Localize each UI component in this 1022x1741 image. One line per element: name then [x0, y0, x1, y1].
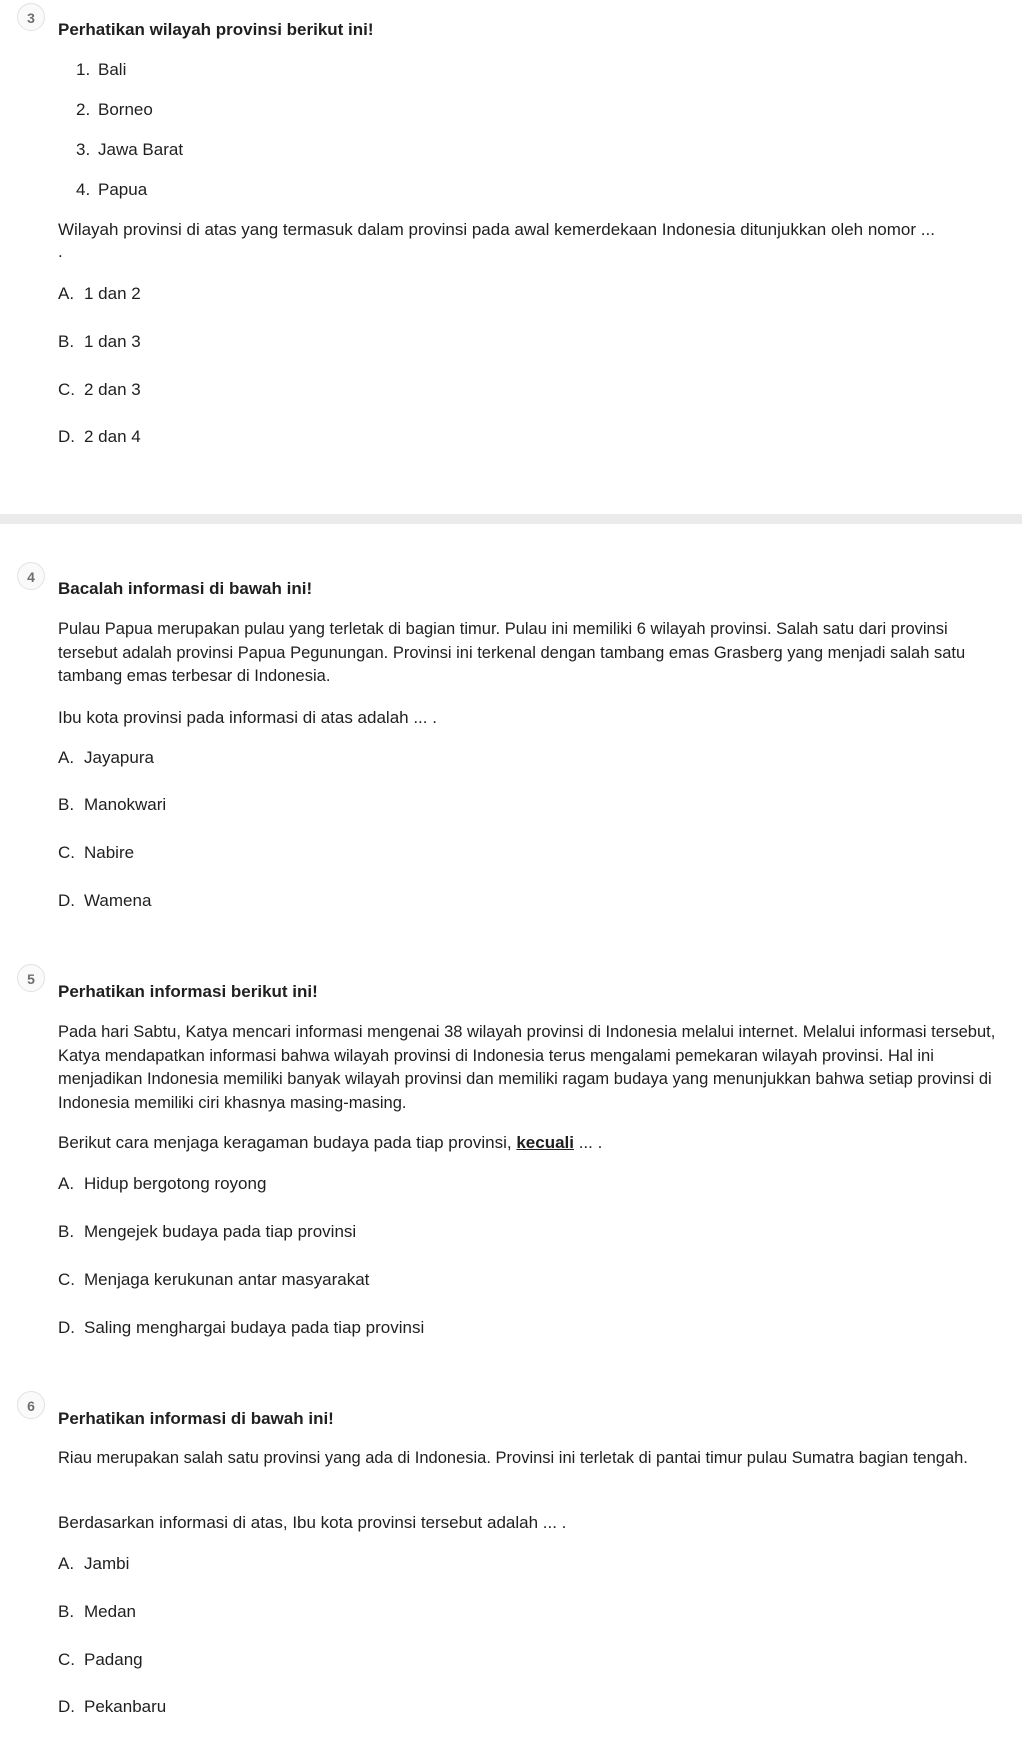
- question-title: Bacalah informasi di bawah ini!: [58, 579, 313, 598]
- answer-option-c[interactable]: C. Padang: [58, 1650, 143, 1669]
- answer-option-c[interactable]: C. Nabire: [58, 843, 135, 862]
- answer-option-c[interactable]: C. Menjaga kerukunan antar masyarakat: [58, 1270, 370, 1289]
- answer-option-a[interactable]: A. 1 dan 2: [58, 284, 141, 303]
- answer-option-b[interactable]: B. Manokwari: [58, 795, 167, 814]
- answer-option-a[interactable]: A. Jayapura: [58, 748, 154, 767]
- question-paragraph: Pulau Papua merupakan pulau yang terletak di bagian timur. Pulau ini memiliki 6 wilayah provinsi. Salah satu dari provinsi tersebut adalah provinsi Papua Pegunungan. Provinsi ini terkenal dengan tambang emas Grasberg yang menjadi salah satu tambang emas terbesar di Indonesia.: [58, 620, 966, 685]
- question-paragraph: Riau merupakan salah satu provinsi yang ada di Indonesia. Provinsi ini terletak di pantai timur pulau Sumatra bagian tengah.: [58, 1449, 968, 1467]
- answer-option-c[interactable]: C. 2 dan 3: [58, 380, 141, 399]
- list-item: 1. Bali: [76, 60, 127, 79]
- answer-option-b[interactable]: B. Mengejek budaya pada tiap provinsi: [58, 1222, 357, 1241]
- emphasis-kecuali: kecuali: [516, 1133, 574, 1152]
- answer-option-b[interactable]: B. Medan: [58, 1602, 136, 1621]
- question-title: Perhatikan wilayah provinsi berikut ini!: [58, 20, 374, 39]
- question-paragraph: Pada hari Sabtu, Katya mencari informasi mengenai 38 wilayah provinsi di Indonesia melalui internet. Melalui informasi tersebut, Katya mendapatkan informasi bahwa wilayah provinsi di Indonesia terus mengalami pemekaran wilayah provinsi. Hal ini menjadikan Indonesia memiliki banyak wilayah provinsi dan memiliki ragam budaya yang menunjukkan bahwa setiap provinsi di Indonesia memiliki ciri khasnya masing-masing.: [58, 1023, 996, 1112]
- question-number-badge: 3: [17, 3, 45, 31]
- answer-option-a[interactable]: A. Hidup bergotong royong: [58, 1174, 267, 1193]
- question-text: Berdasarkan informasi di atas, Ibu kota provinsi tersebut adalah ... .: [58, 1513, 567, 1532]
- question-text: Wilayah provinsi di atas yang termasuk dalam provinsi pada awal kemerdekaan Indonesia ditunjukkan oleh nomor ...: [58, 220, 935, 239]
- list-item: 2. Borneo: [76, 100, 153, 119]
- question-number-badge: 6: [17, 1391, 45, 1419]
- list-item: 3. Jawa Barat: [76, 140, 184, 159]
- question-title: Perhatikan informasi di bawah ini!: [58, 1409, 334, 1428]
- question-text: Berikut cara menjaga keragaman budaya pada tiap provinsi, kecuali ... .: [58, 1133, 603, 1152]
- section-divider: [0, 514, 1022, 524]
- question-text: Ibu kota provinsi pada informasi di atas adalah ... .: [58, 708, 437, 727]
- answer-option-d[interactable]: D. 2 dan 4: [58, 427, 141, 446]
- question-number-badge: 4: [17, 562, 45, 590]
- answer-option-d[interactable]: D. Saling menghargai budaya pada tiap provinsi: [58, 1318, 425, 1337]
- answer-option-b[interactable]: B. 1 dan 3: [58, 332, 141, 351]
- question-title: Perhatikan informasi berikut ini!: [58, 982, 318, 1001]
- answer-option-d[interactable]: D. Pekanbaru: [58, 1697, 167, 1716]
- question-text-tail: .: [58, 242, 63, 261]
- answer-option-d[interactable]: D. Wamena: [58, 891, 152, 910]
- question-number-badge: 5: [17, 964, 45, 992]
- answer-option-a[interactable]: A. Jambi: [58, 1554, 130, 1573]
- list-item: 4. Papua: [76, 180, 148, 199]
